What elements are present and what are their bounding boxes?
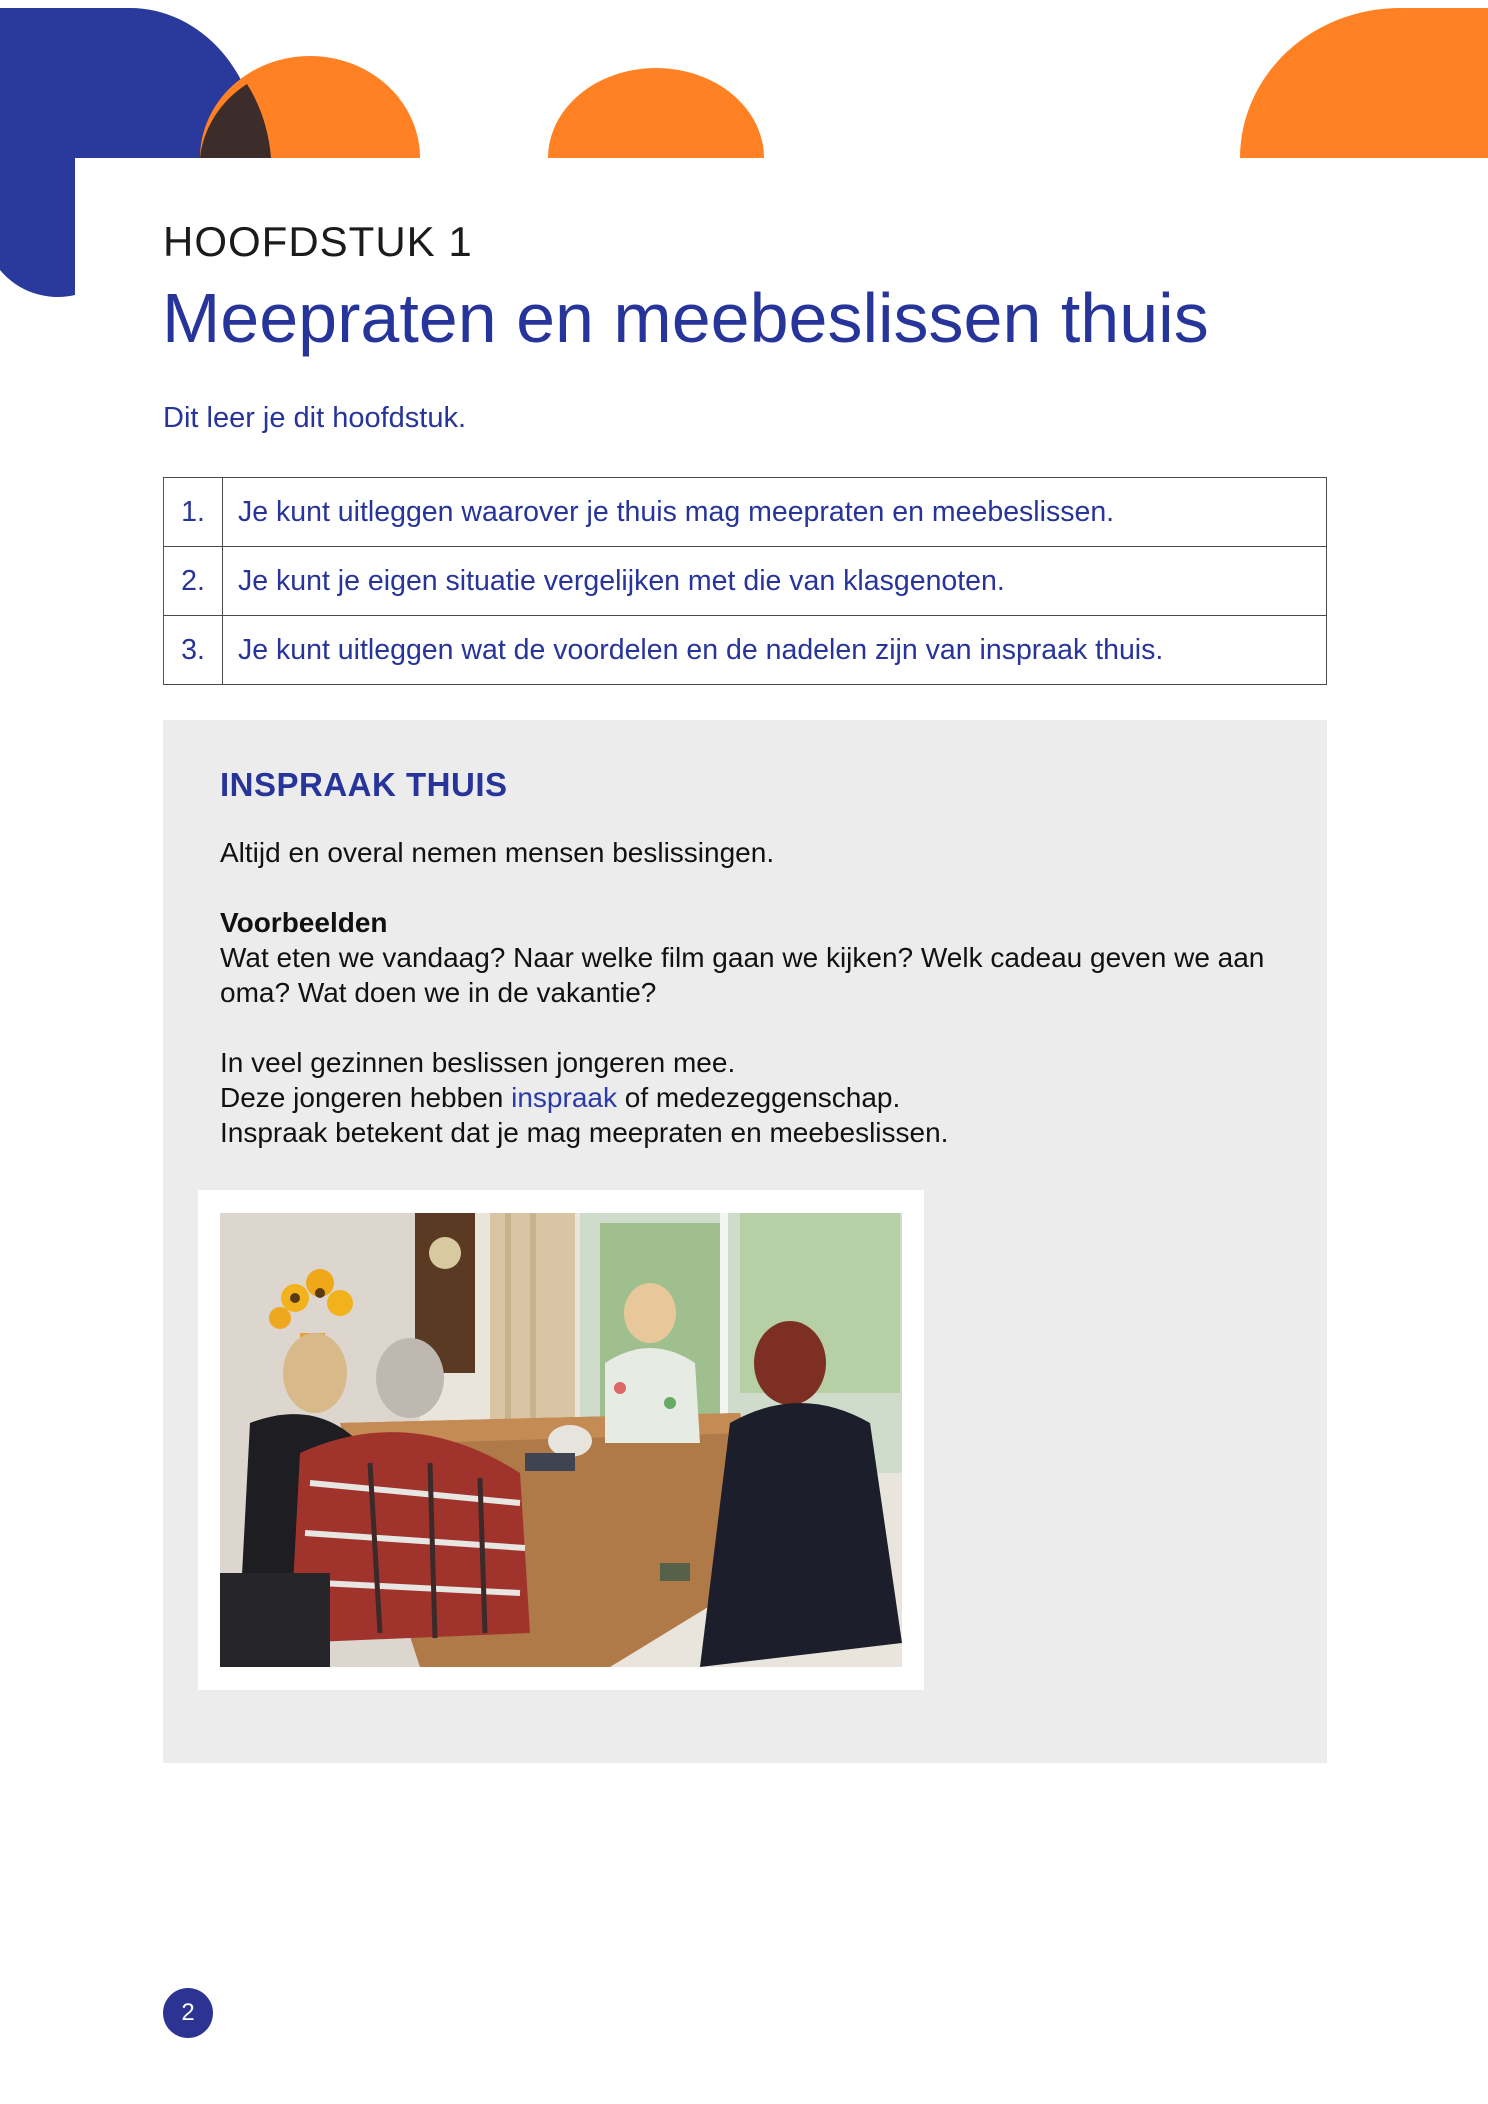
info-panel	[163, 720, 1327, 1763]
inspraak-term-link[interactable]: inspraak	[511, 1082, 617, 1113]
explanation-block	[220, 1045, 1280, 1150]
section-intro: Altijd en overal nemen mensen beslissingen.	[220, 837, 775, 868]
page-number-badge: 2	[163, 1988, 213, 2038]
examples-block	[220, 905, 1280, 1010]
goal-row	[164, 547, 1327, 616]
section-body	[220, 835, 1280, 1185]
section-heading: INSPRAAK THUIS	[220, 766, 508, 803]
goal-row	[164, 616, 1327, 685]
explanation-line-1: In veel gezinnen beslissen jongeren mee.	[220, 1047, 736, 1078]
explanation-line-2-end: of medezeggenschap.	[616, 1082, 901, 1113]
goal-text: Je kunt uitleggen wat de voordelen en de nadelen zijn van inspraak thuis.	[223, 616, 1327, 685]
explanation-line-2-start: Deze jongeren hebben	[220, 1082, 512, 1113]
goal-number: 1.	[164, 478, 223, 547]
chapter-label: HOOFDSTUK 1	[163, 218, 473, 265]
photo-frame	[198, 1190, 924, 1690]
goal-number: 3.	[164, 616, 223, 685]
goal-text: Je kunt uitleggen waarover je thuis mag meepraten en meebeslissen.	[223, 478, 1327, 547]
learning-goals-table	[163, 477, 1327, 685]
explanation-line-3: Inspraak betekent dat je mag meepraten en meebeslissen.	[220, 1117, 949, 1148]
family-table-photo	[220, 1213, 902, 1667]
examples-text: Wat eten we vandaag? Naar welke film gaan we kijken? Welk cadeau geven we aan oma? Wat doen we in de vakantie?	[220, 942, 1265, 1008]
goal-row	[164, 478, 1327, 547]
learning-intro: Dit leer je dit hoofdstuk.	[163, 402, 467, 434]
examples-label: Voorbeelden	[220, 907, 388, 938]
goal-number: 2.	[164, 547, 223, 616]
goal-text: Je kunt je eigen situatie vergelijken met die van klasgenoten.	[223, 547, 1327, 616]
chapter-title: Meepraten en meebeslissen thuis	[162, 279, 1209, 357]
photo-illustration	[220, 1213, 902, 1667]
